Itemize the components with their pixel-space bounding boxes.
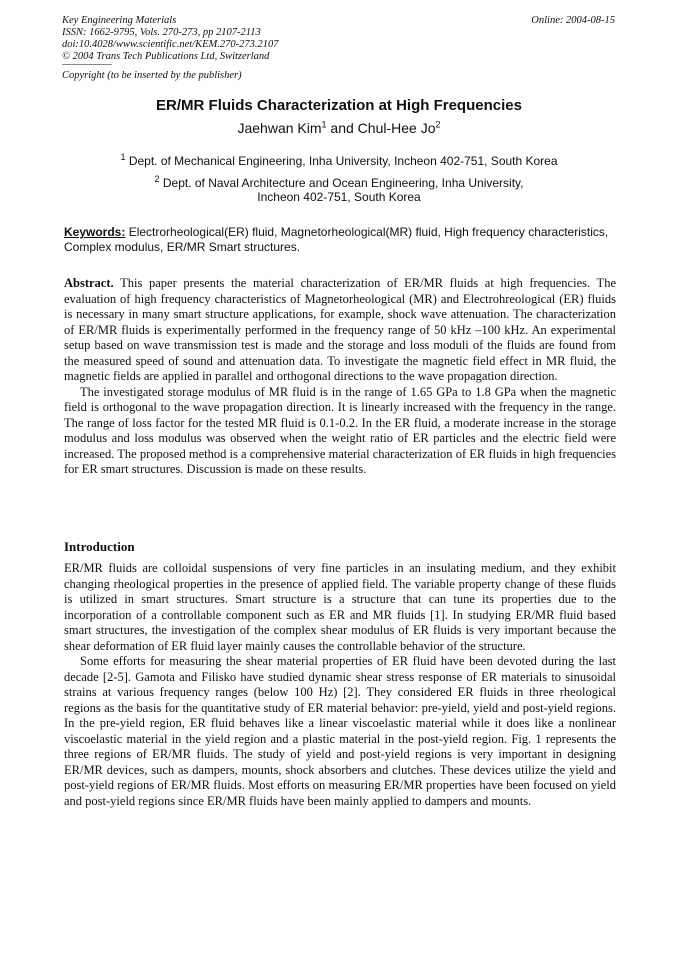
intro-paragraph-1: ER/MR fluids are colloidal suspensions of very fine particles in an insulating medium, and they exhibit changing rheological properties in the presence of applied field. The variable property change of these fluids is utilized in smart structures. Smart structure is a structure that can tune its properties due to the incorporation of a controllable component such as ER and MR fluids [1]. In studying ER/MR fluid based smart structures, the investigation of the complex shear modulus of ER fluids is very important because the shear deformation of ER fluid layer mainly causes the controllable behavior of the structure. bbox=[64, 561, 616, 653]
abstract-section bbox=[64, 276, 616, 478]
keywords-text: Electrorheological(ER) fluid, Magnetorheological(MR) fluid, High frequency characteristics, Complex modulus, ER/MR Smart structures. bbox=[64, 225, 609, 254]
journal-issn: ISSN: 1662-9795, Vols. 270-273, pp 2107-2113 bbox=[62, 27, 261, 38]
affiliation-1 bbox=[0, 154, 678, 168]
journal-doi[interactable]: doi:10.4028/www.scientific.net/KEM.270-273.2107 bbox=[62, 39, 279, 50]
abstract-label: Abstract. bbox=[64, 276, 114, 290]
abstract-paragraph-2: The investigated storage modulus of MR fluid is in the range of 1.65 GPa to 1.8 GPa when the magnetic field is orthogonal to the wave propagation direction. It is linearly increased with the frequency in the range. The range of loss factor for the tested MR fluid is 0.1-0.2. In the ER fluid, a moderate increase in the storage modulus and loss modulus was observed when the weight ratio of ER particles and the electric field were increased. The proposed method is a comprehensive material characterization of ER fluids in high frequencies for ER smart structures. Discussion is made on these results. bbox=[64, 384, 616, 476]
affiliation-2 bbox=[0, 176, 678, 204]
paper-title: ER/MR Fluids Characterization at High Frequencies bbox=[156, 97, 522, 114]
affiliation-1-sup: 1 bbox=[120, 152, 126, 162]
author-conjunction: and bbox=[326, 120, 358, 136]
journal-name: Key Engineering Materials bbox=[62, 15, 177, 26]
abstract-text-1: This paper presents the material characterization of ER/MR fluids at high frequencies. The evaluation of high frequency characteristics of Magnetorheological (MR) and Electrohreological (ER) fluids is necessary in many smart structure applications, for example, shock wave attenuation. The characterization of ER/MR fluids is experimentally performed in the frequency range of 50 kHz –100 kHz. An experimental setup based on wave transmission test is made and the storage and loss moduli of the fluids are found from the measured speed of sound and attenuation data. To investigate the magnetic field effect in MR fluid, the magnetic fields are applied in parallel and orthogonal directions to the wave propagation direction. bbox=[64, 276, 616, 383]
publisher-line: © 2004 Trans Tech Publications Ltd, Switzerland bbox=[62, 51, 270, 62]
author-2: Chul-Hee Jo bbox=[357, 120, 436, 136]
affiliation-2-sup: 2 bbox=[154, 174, 160, 184]
online-date: Online: 2004-08-15 bbox=[531, 15, 615, 26]
intro-paragraph-2: Some efforts for measuring the shear material properties of ER fluid have been devoted during the last decade [2-5]. Gamota and Filisko have studied dynamic shear stress response of ER materials to sinusoidal strains at various frequency ranges (below 100 Hz) [2]. They considered ER fluids in three rheological regions as the basis for the quantitative study of ER material behavior: pre-yield, yield and post-yield regions. In the pre-yield region, ER fluid behaves like a linear viscoelastic material while it does like a nonlinear viscoelastic material in the yield region and a plastic material in the post-yield region. Fig. 1 represents the three regions of ER/MR fluids. The study of yield and post-yield regions is very important in designing ER/MR devices, such as dampers, mounts, shock absorbers and clutches. These devices utilize the yield and post-yield regions of ER/MR fluids. Most efforts on measuring ER/MR properties have been focused on yield and post-yield regions since ER/MR fluids have been mainly applied to dampers and mounts. bbox=[64, 654, 616, 808]
author-2-sup: 2 bbox=[435, 119, 441, 130]
affiliation-2-text-line2: Incheon 402-751, South Korea bbox=[257, 190, 421, 204]
author-1-sup: 1 bbox=[321, 119, 327, 130]
affiliation-1-text: Dept. of Mechanical Engineering, Inha University, Incheon 402-751, South Korea bbox=[125, 154, 558, 168]
header-divider bbox=[62, 64, 112, 65]
author-1: Jaehwan Kim bbox=[237, 120, 322, 136]
section-heading-introduction: Introduction bbox=[64, 539, 135, 554]
copyright-note: Copyright (to be inserted by the publisher) bbox=[62, 70, 242, 81]
introduction-section bbox=[64, 561, 616, 809]
keywords-label: Keywords: bbox=[64, 225, 126, 239]
abstract-paragraph-1 bbox=[64, 276, 616, 385]
affiliation-2-text: Dept. of Naval Architecture and Ocean Engineering, Inha University, bbox=[159, 176, 524, 190]
author-line bbox=[0, 120, 678, 136]
journal-header bbox=[62, 15, 482, 63]
keywords-block bbox=[64, 225, 616, 254]
